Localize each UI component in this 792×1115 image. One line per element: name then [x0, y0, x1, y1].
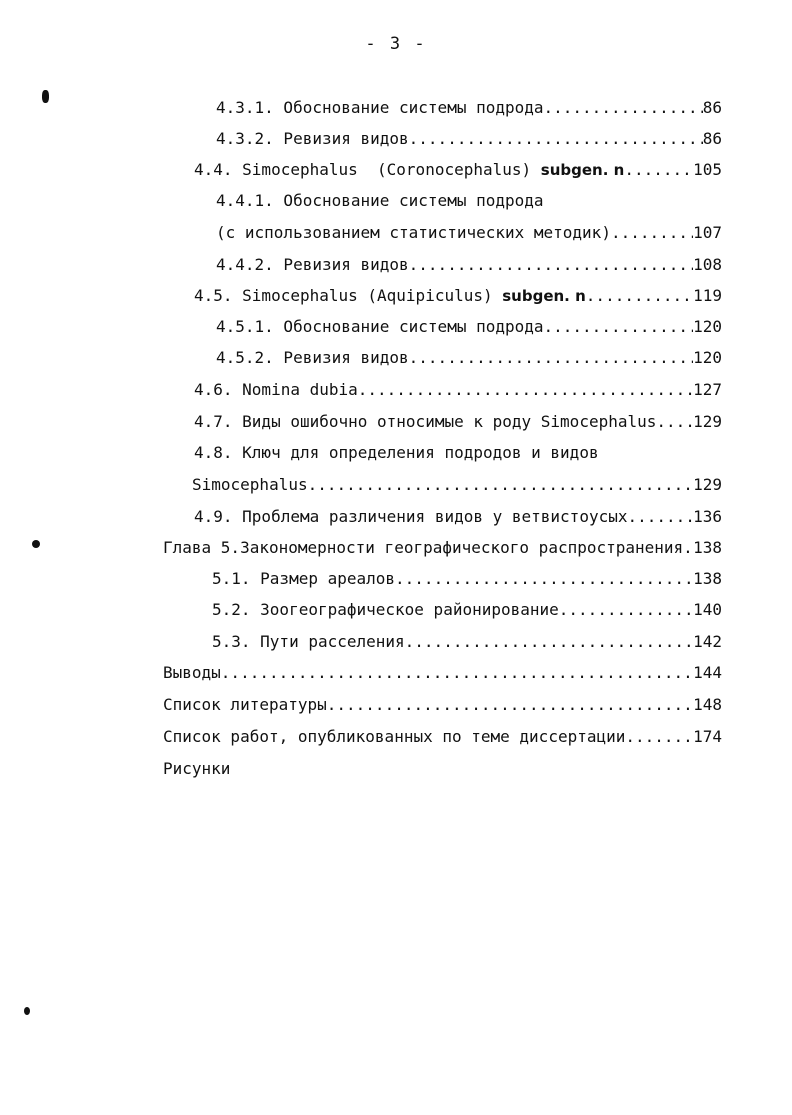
scan-speck-mark [32, 540, 40, 548]
toc-entry-title: 4.8. Ключ для определения подродов и видов [194, 443, 599, 462]
toc-entry-title: 4.4.2. Ревизия видов [216, 255, 409, 274]
toc-entry [194, 505, 722, 529]
toc-leader-dots [405, 630, 693, 654]
toc-entry [194, 158, 722, 182]
toc-entry-title: Выводы [163, 663, 221, 682]
toc-entry [212, 630, 722, 654]
toc-leader-dots [586, 284, 693, 308]
toc-page-number: 148 [693, 695, 722, 714]
scan-speck-mark [24, 1007, 30, 1015]
toc-entry-title: Simocephalus [192, 475, 308, 494]
toc-leader-dots [358, 378, 693, 402]
toc-entry [216, 253, 722, 277]
toc-entry [194, 410, 722, 434]
toc-page-number: 140 [693, 600, 722, 619]
toc-leader-dots [611, 221, 693, 245]
toc-entry-title: 4.5.1. Обоснование системы подрода [216, 317, 544, 336]
toc-page-number: 174 [693, 727, 722, 746]
toc-entry [216, 189, 722, 213]
toc-entry [163, 693, 722, 717]
toc-entry [216, 96, 722, 120]
toc-entry [212, 598, 722, 622]
toc-entry-title: 4.3.1. Обоснование системы подрода [216, 98, 544, 117]
toc-entry [163, 536, 722, 560]
toc-entry-title: 5.3. Пути расселения [212, 632, 405, 651]
toc-leader-dots [627, 505, 693, 529]
toc-page-number: 120 [693, 348, 722, 367]
toc-entry [194, 441, 722, 465]
toc-entry-bold-suffix: subgen. n [502, 287, 586, 305]
toc-entry-title: 4.7. Виды ошибочно относимые к роду Simocephalus [194, 412, 657, 431]
toc-page-number: 86 [702, 98, 722, 117]
page-number: - 3 - [365, 34, 427, 54]
toc-page-number: 129 [693, 412, 722, 431]
toc-page-number: 105 [693, 160, 722, 179]
toc-page-number: 144 [693, 663, 722, 682]
toc-leader-dots [327, 693, 693, 717]
toc-entry [216, 315, 722, 339]
toc-entry-title: 4.9. Проблема различения видов у ветвистоусых [194, 507, 628, 526]
toc-leader-dots [544, 96, 703, 120]
scan-speck-mark [42, 90, 49, 103]
toc-entry [163, 725, 722, 749]
toc-entry-title: 4.5. Simocephalus (Aquipiculus) [194, 286, 503, 305]
toc-entry-bold-suffix: subgen. n [540, 161, 625, 179]
toc-entry [194, 378, 722, 402]
toc-page-number: 138 [693, 538, 722, 557]
toc-entry [163, 757, 722, 781]
toc-entry-title: 4.5.2. Ревизия видов [216, 348, 409, 367]
toc-leader-dots [409, 346, 693, 370]
toc-leader-dots [395, 567, 693, 591]
toc-leader-dots [544, 315, 694, 339]
toc-entry [163, 661, 722, 685]
toc-leader-dots [624, 158, 693, 182]
toc-page-number: 136 [693, 507, 722, 526]
toc-entry-title: Глава 5.Закономерности географического распространения. [163, 538, 693, 557]
toc-page-number: 138 [693, 569, 722, 588]
toc-leader-dots [221, 661, 693, 685]
toc-entry-title: Список литературы [163, 695, 327, 714]
toc-leader-dots [559, 598, 693, 622]
toc-page-number: 142 [693, 632, 722, 651]
toc-entry [212, 567, 722, 591]
toc-entry-title: 4.6. Nomina dubia [194, 380, 358, 399]
toc-page-number: 129 [693, 475, 722, 494]
toc-entry-title: 5.2. Зоогеографическое районирование [212, 600, 559, 619]
toc-entry [216, 127, 722, 151]
toc-leader-dots [656, 410, 693, 434]
toc-page-number: 120 [693, 317, 722, 336]
toc-entry-title: (с использованием статистических методик) [216, 223, 611, 242]
toc-leader-dots [308, 473, 694, 497]
toc-entry-title: 5.1. Размер ареалов [212, 569, 396, 588]
toc-page-number: 108 [693, 255, 722, 274]
toc-page-number: 107 [693, 223, 722, 242]
toc-entry-title: 4.4.1. Обоснование системы подрода [216, 191, 544, 210]
toc-entry [194, 284, 722, 308]
toc-page-number: 119 [693, 286, 722, 305]
toc-entry-title: 4.3.2. Ревизия видов [216, 129, 409, 148]
toc-entry-title: 4.4. Simocephalus (Coronocephalus) [194, 160, 541, 179]
toc-page-number: 127 [693, 380, 722, 399]
toc-entry-title: Список работ, опубликованных по теме диссертации [163, 727, 626, 746]
toc-entry [192, 473, 722, 497]
toc-page-number: 86 [702, 129, 722, 148]
toc-leader-dots [625, 725, 693, 749]
toc-leader-dots [409, 253, 693, 277]
toc-entry-title: Рисунки [163, 759, 231, 778]
toc-entry [216, 346, 722, 370]
toc-entry [216, 221, 722, 245]
toc-leader-dots [409, 127, 703, 151]
